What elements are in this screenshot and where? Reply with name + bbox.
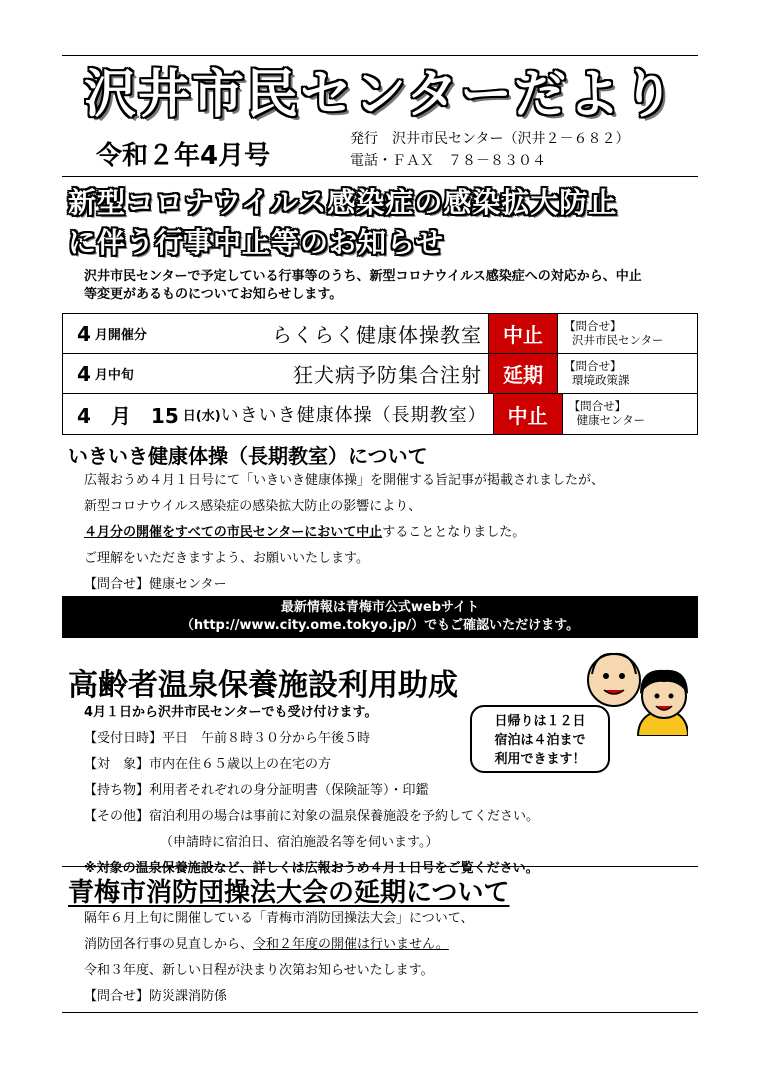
fire-contact: 【問合せ】防災課消防係 xyxy=(84,989,228,1004)
issue-label: 令和２年4月号 xyxy=(96,141,271,171)
event-month: 4 xyxy=(77,361,91,386)
ikiiki-contact: 【問合せ】健康センター xyxy=(84,577,227,592)
fire-cancel-notice: 令和２年度の開催は行いません。 xyxy=(253,937,449,952)
onsen-row xyxy=(84,804,539,830)
event-main-cell xyxy=(63,354,488,393)
table-row xyxy=(63,314,697,354)
event-month: 4 xyxy=(77,321,91,346)
event-main-cell xyxy=(63,394,493,434)
ikiiki-line-3 xyxy=(84,520,604,546)
row-label: 【対 象】 xyxy=(84,757,150,772)
onsen-row xyxy=(84,778,539,804)
masthead-rule xyxy=(62,176,698,177)
covid-intro-line-2: 等変更があるものについてお知らせします。 xyxy=(84,287,343,302)
contact-label: 【問合せ】 xyxy=(568,399,627,413)
row-text: 市内在住６５歳以上の在宅の方 xyxy=(149,757,332,772)
status-badge: 中止 xyxy=(488,314,558,353)
contact-dept: 健康センター xyxy=(576,413,646,427)
event-month: 4 月 15 xyxy=(77,403,179,428)
event-name: 狂犬病予防集合注射 xyxy=(293,363,482,387)
ikiiki-heading: いきいき健康体操（長期教室）について xyxy=(68,444,428,468)
newsletter-title: 沢井市民センターだより xyxy=(84,65,676,125)
event-when: 日(水) xyxy=(182,408,221,424)
fire-line-2a: 消防団各行事の見直しから、 xyxy=(84,937,254,952)
row-label: 【受付日時】 xyxy=(84,731,163,746)
row-text: 平日 午前８時３０分から午後５時 xyxy=(162,731,371,746)
event-table xyxy=(62,313,698,435)
callout-line-3: 利用できます！ xyxy=(494,752,586,767)
fire-line-1: 隔年６月上旬に開催している「青梅市消防団操法大会」について、 xyxy=(84,911,474,926)
status-badge: 延期 xyxy=(488,354,558,393)
ikiiki-body xyxy=(84,468,604,598)
row-text: 宿泊利用の場合は事前に対象の温泉保養施設を予約してください。 xyxy=(149,809,540,824)
contact-label: 【問合せ】 xyxy=(564,319,622,333)
onsen-heading: 高齢者温泉保養施設利用助成 xyxy=(68,668,458,703)
row-text: 利用者それぞれの身分証明書（保険証等）・印鑑 xyxy=(149,783,429,798)
contact-label: 【問合せ】 xyxy=(564,359,622,373)
callout-line-2: 宿泊は４泊まで xyxy=(494,733,586,748)
onsen-footnote: ※対象の温泉保養施設など、詳しくは広報おうめ４月１日号をご覧ください。 xyxy=(84,861,539,876)
phone-line: 電話・ＦＡＸ ７８－８３０４ xyxy=(350,153,546,169)
contact-dept: 環境政策課 xyxy=(572,373,630,387)
ikiiki-line-4: ご理解をいただきますよう、お願いいたします。 xyxy=(84,551,369,566)
table-row xyxy=(63,354,697,394)
onsen-note: （申請時に宿泊日、宿泊施設名等を伺います。） xyxy=(160,835,439,850)
publisher-line: 発行 沢井市民センター（沢井２－６８２） xyxy=(350,131,630,147)
event-contact xyxy=(558,314,697,353)
web-info-banner xyxy=(62,596,698,638)
publisher-info xyxy=(350,128,629,172)
table-row xyxy=(63,394,697,434)
web-banner-line-2: （http://www.city.ome.tokyo.jp/）でもご確認いただけます。 xyxy=(180,618,580,633)
contact-dept: 沢井市民センター xyxy=(572,333,664,347)
fire-heading: 青梅市消防団操法大会の延期について xyxy=(68,878,510,908)
covid-intro xyxy=(84,268,642,304)
fire-line-3: 令和３年度、新しい日程が決まり次第お知らせいたします。 xyxy=(84,963,434,978)
bottom-rule xyxy=(62,1012,698,1013)
section-rule xyxy=(62,866,698,867)
ikiiki-line-3-rest: することとなりました。 xyxy=(382,525,526,540)
callout-line-1: 日帰りは１２日 xyxy=(494,714,586,729)
stay-limit-callout xyxy=(470,705,610,773)
event-name: らくらく健康体操教室 xyxy=(272,323,482,347)
web-banner-line-1: 最新情報は青梅市公式webサイト xyxy=(280,600,480,615)
event-contact xyxy=(558,354,697,393)
top-rule xyxy=(62,55,698,56)
fire-line-2 xyxy=(84,932,473,958)
onsen-lead: 4月１日から沢井市民センターでも受け付けます。 xyxy=(84,705,378,720)
ikiiki-line-2: 新型コロナウイルス感染症の感染拡大防止の影響により、 xyxy=(84,499,422,514)
fire-body xyxy=(84,906,473,1010)
event-when: 月中旬 xyxy=(94,368,134,383)
event-name: いきいき健康体操（長期教室） xyxy=(220,405,487,426)
covid-headline-2: に伴う行事中止等のお知らせ xyxy=(68,226,445,259)
row-label: 【持ち物】 xyxy=(84,783,150,798)
covid-headline-1: 新型コロナウイルス感染症の感染拡大防止 xyxy=(68,186,618,219)
event-contact xyxy=(563,394,697,434)
row-label: 【その他】 xyxy=(84,809,150,824)
status-badge: 中止 xyxy=(493,394,563,434)
ikiiki-line-1: 広報おうめ４月１日号にて「いきいき健康体操」を開催する旨記事が掲載されましたが、 xyxy=(84,473,605,488)
event-when: 月開催分 xyxy=(94,328,147,343)
covid-intro-line-1: 沢井市民センターで予定している行事等のうち、新型コロナウイルス感染症への対応から、中止 xyxy=(84,269,642,284)
event-main-cell xyxy=(63,314,488,353)
ikiiki-cancel-notice: ４月分の開催をすべての市民センターにおいて中止 xyxy=(84,525,383,540)
